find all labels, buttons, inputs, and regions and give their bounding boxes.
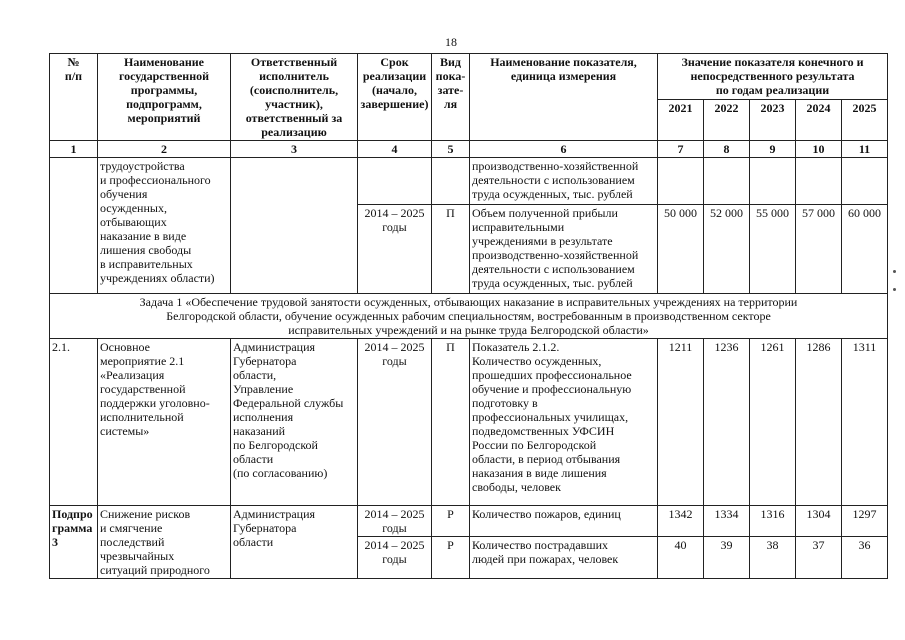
header-row [50,54,888,100]
value-cell [796,158,842,205]
value-cell: 50 000 [658,205,704,294]
sub3-r2-type: Р [432,537,470,579]
value-cell [704,158,750,205]
value-cell: 1304 [796,506,842,537]
sub3-r1-indicator: Количество пожаров, единиц [470,506,658,537]
col-num-4: 4 [358,141,432,158]
col-num-11: 11 [842,141,888,158]
row21-num: 2.1. [50,339,98,506]
scan-speck [893,270,896,273]
value-cell: 1311 [842,339,888,506]
block1-num [50,158,98,294]
year-2021: 2021 [658,99,704,140]
value-cell: 60 000 [842,205,888,294]
block1-type [432,158,470,205]
col-num-3: 3 [231,141,358,158]
value-cell [842,158,888,205]
block1-r2-indicator: Объем полученной прибыли исправительными учреждениями в результате производственно-хозяйственной деятельности с использованием труда осужденных, тыс. рублей [470,205,658,294]
sub3-r2-indicator: Количество пострадавших людей при пожарах, человек [470,537,658,579]
value-cell: 55 000 [750,205,796,294]
value-cell: 1342 [658,506,704,537]
row21-indicator: Показатель 2.1.2. Количество осужденных, прошедших профессиональное обучение и профессиональную подготовку в профессиональных училищах, подведомственных УФСИН России по Белгородской области, в период отбывания наказания в виде лишения свободы, человек [470,339,658,506]
table-row [50,339,888,506]
row21-name: Основное мероприятие 2.1 «Реализация государственной поддержки уголовно- исполнительной системы» [98,339,231,506]
page-number: 18 [445,35,457,49]
task-row [50,294,888,339]
value-cell: 39 [704,537,750,579]
header-type: Вид пока- зате- ля [432,54,470,141]
sub3-executor: Администрация Губернатора области [231,506,358,579]
sub3-num: Подпро грамма 3 [50,506,98,579]
block1-indicator: производственно-хозяйственной деятельности с использованием труда осужденных, тыс. рублей [470,158,658,205]
value-cell: 1236 [704,339,750,506]
header-executor: Ответственный исполнитель (соисполнитель, участник), ответственный за реализацию [231,54,358,141]
year-2024: 2024 [796,99,842,140]
year-2022: 2022 [704,99,750,140]
year-2023: 2023 [750,99,796,140]
value-cell: 1261 [750,339,796,506]
col-num-5: 5 [432,141,470,158]
sub3-name: Снижение рисков и смягчение последствий чрезвычайных ситуаций природного [98,506,231,579]
block1-name: трудоустройства и профессионального обучения осужденных, отбывающих наказание в виде лишения свободы в исправительных учреждениях области) [98,158,231,294]
year-2025: 2025 [842,99,888,140]
value-cell: 40 [658,537,704,579]
block1-period [358,158,432,205]
value-cell: 36 [842,537,888,579]
block1-executor [231,158,358,294]
header-period: Срок реализации (начало, завершение) [358,54,432,141]
sub3-r1-type: Р [432,506,470,537]
value-cell: 1334 [704,506,750,537]
table-row [50,158,888,205]
value-cell [658,158,704,205]
row21-type: П [432,339,470,506]
value-cell: 57 000 [796,205,842,294]
col-num-1: 1 [50,141,98,158]
value-cell: 1211 [658,339,704,506]
col-num-10: 10 [796,141,842,158]
col-num-6: 6 [470,141,658,158]
header-name: Наименование государственной программы, подпрограмм, мероприятий [98,54,231,141]
row21-executor: Администрация Губернатора области, Управление Федеральной службы исполнения наказаний по Белгородской области (по согласованию) [231,339,358,506]
block1-r2-period: 2014 – 2025 годы [358,205,432,294]
value-cell: 1316 [750,506,796,537]
header-num: № п/п [50,54,98,141]
column-number-row [50,141,888,158]
sub3-r2-period: 2014 – 2025 годы [358,537,432,579]
table-row [50,506,888,537]
value-cell: 52 000 [704,205,750,294]
value-cell: 1297 [842,506,888,537]
col-num-9: 9 [750,141,796,158]
col-num-7: 7 [658,141,704,158]
value-cell: 38 [750,537,796,579]
task-1: Задача 1 «Обеспечение трудовой занятости осужденных, отбывающих наказание в исправительных учреждениях на территории Белгородской области, обучение осужденных рабочим специальностям, востребованным в производственном секторе исправительных учреждений и на рынке труда Белгородской области» [50,294,888,339]
value-cell: 37 [796,537,842,579]
scan-speck [893,288,896,291]
block1-r2-type: П [432,205,470,294]
value-cell [750,158,796,205]
sub3-r1-period: 2014 – 2025 годы [358,506,432,537]
header-indicator: Наименование показателя, единица измерения [470,54,658,141]
row21-period: 2014 – 2025 годы [358,339,432,506]
program-table [49,53,888,579]
header-values: Значение показателя конечного и непосредственного результата по годам реализации [658,54,888,100]
col-num-8: 8 [704,141,750,158]
value-cell: 1286 [796,339,842,506]
col-num-2: 2 [98,141,231,158]
